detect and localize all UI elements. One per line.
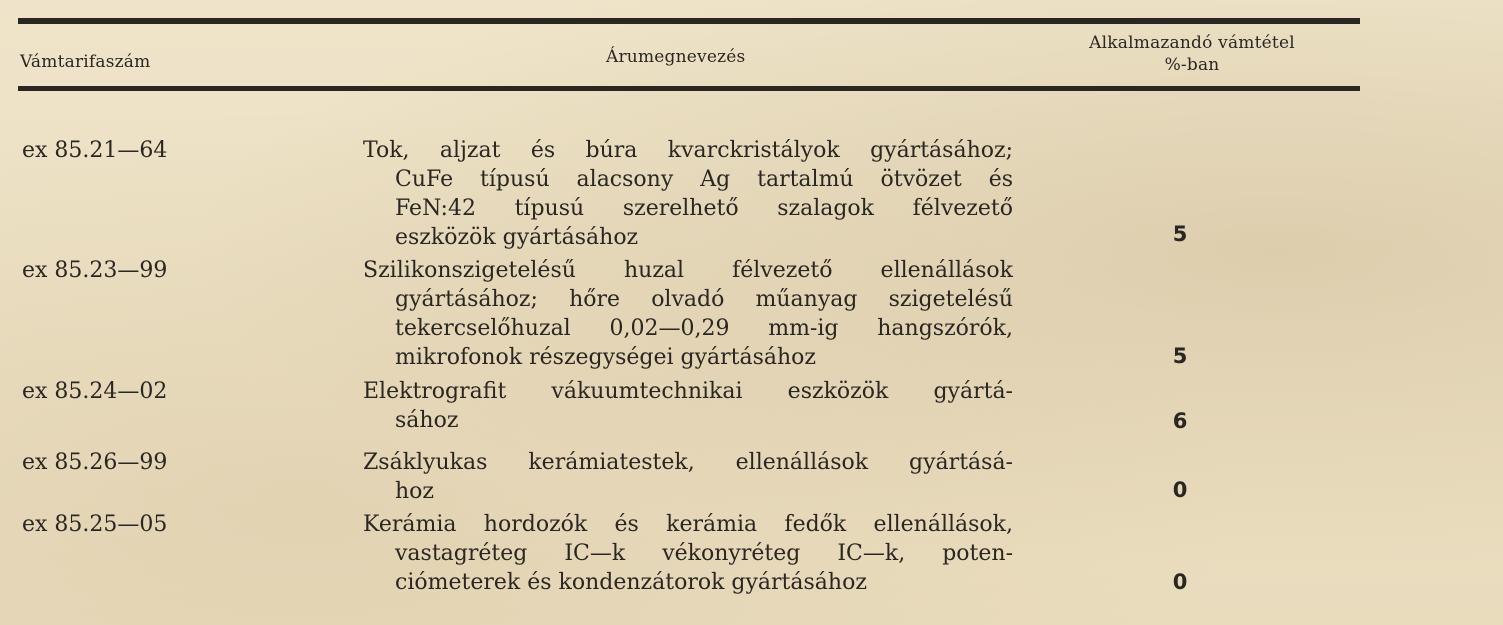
duty-rate: 5 (1172, 344, 1188, 368)
tariff-code: ex 85.21—64 (22, 138, 168, 163)
duty-rate: 5 (1172, 222, 1188, 246)
description-line: Szilikonszigetelésű huzal félvezető ellenállások (363, 258, 1013, 283)
description-line: tekercselőhuzal 0,02—0,29 mm-ig hangszórók, (395, 316, 1013, 341)
description (363, 510, 1013, 597)
tariff-code: ex 85.24—02 (22, 379, 168, 404)
duty-rate: 6 (1172, 409, 1188, 433)
description-line: eszközök gyártásához (395, 225, 639, 250)
header-rule (18, 86, 1360, 91)
description-line: CuFe típusú alacsony Ag tartalmú ötvözet és (395, 167, 1013, 192)
header-rate (1052, 32, 1332, 76)
duty-rate: 0 (1172, 570, 1188, 594)
description (363, 448, 1013, 506)
description-line: Zsáklyukas kerámiatestek, ellenállások gyártásá- (363, 450, 1013, 475)
header-code: Vámtarifaszám (20, 52, 151, 72)
tariff-code: ex 85.23—99 (22, 258, 168, 283)
tariff-code: ex 85.26—99 (22, 450, 168, 475)
description-line: mikrofonok részegységei gyártásához (395, 345, 817, 370)
description-line: Tok, aljzat és búra kvarckristályok gyártásához; (363, 138, 1013, 163)
description-line: Elektrografit vákuumtechnikai eszközök gyártá- (363, 379, 1013, 404)
description-line: gyártásához; hőre olvadó műanyag szigetelésű (395, 287, 1013, 312)
description-line: ciómeterek és kondenzátorok gyártásához (395, 570, 867, 595)
header-rate-line1: Alkalmazandó vámtétel (1089, 33, 1295, 53)
description-line: vastagréteg IC—k vékonyréteg IC—k, poten- (395, 541, 1013, 566)
description (363, 377, 1013, 435)
description (363, 256, 1013, 372)
header-rate-line2: %-ban (1164, 55, 1220, 75)
duty-rate: 0 (1172, 478, 1188, 502)
top-rule (18, 18, 1360, 24)
tariff-code: ex 85.25—05 (22, 512, 168, 537)
description (363, 136, 1013, 252)
description-line: Kerámia hordozók és kerámia fedők ellenállások, (363, 512, 1013, 537)
description-line: hoz (395, 479, 435, 504)
description-line: sához (395, 408, 459, 433)
header-name: Árumegnevezés (606, 47, 746, 67)
description-line: FeN:42 típusú szerelhető szalagok félvezető (395, 196, 1013, 221)
